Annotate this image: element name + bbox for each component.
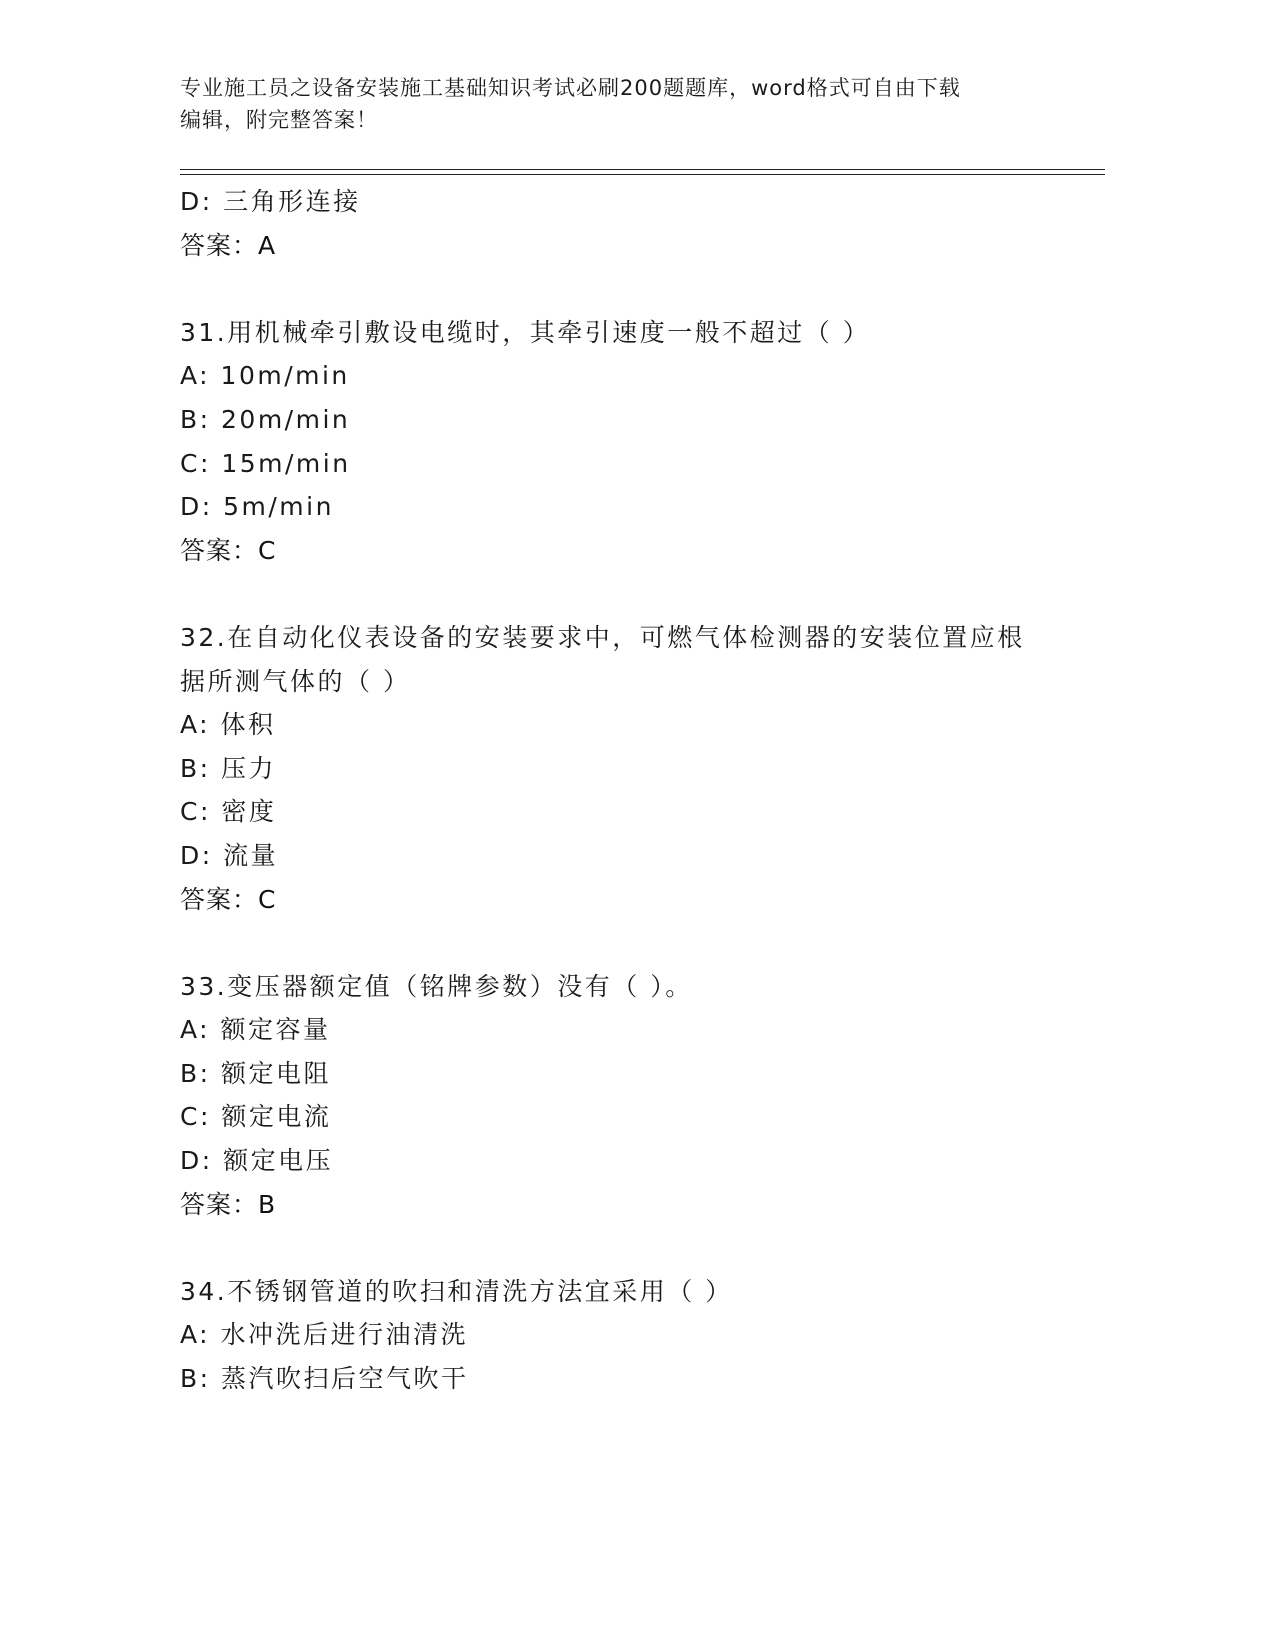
question-34-text: 34.不锈钢管道的吹扫和清洗方法宜采用（ ） xyxy=(180,1276,733,1306)
question-32-text-line-1: 32.在自动化仪表设备的安装要求中，可燃气体检测器的安装位置应根 xyxy=(180,622,1025,652)
prev-option-d: D: 三角形连接 xyxy=(180,187,361,216)
question-34 xyxy=(180,1270,1080,1401)
prev-answer: 答案：A xyxy=(180,230,277,260)
question-list xyxy=(180,180,1080,1401)
question-31-text: 31.用机械牵引敷设电缆时，其牵引速度一般不超过（ ） xyxy=(180,317,871,347)
question-33-option-b: B: 额定电阻 xyxy=(180,1058,332,1088)
question-31-option-a: A: 10m/min xyxy=(180,361,350,391)
header-divider-top xyxy=(180,169,1105,170)
question-33-answer: 答案：B xyxy=(180,1189,277,1219)
question-31-option-b: B: 20m/min xyxy=(180,404,351,434)
question-32 xyxy=(180,616,1080,921)
spacer xyxy=(180,921,1080,965)
question-32-answer: 答案：C xyxy=(180,884,277,914)
question-31-option-d: D: 5m/min xyxy=(180,492,334,522)
question-33-option-a: A: 额定容量 xyxy=(180,1015,331,1045)
question-34-option-b: B: 蒸汽吹扫后空气吹干 xyxy=(180,1364,469,1394)
question-33-option-d: D: 额定电压 xyxy=(180,1146,334,1176)
spacer xyxy=(180,572,1080,616)
header-title-line-2: 编辑，附完整答案！ xyxy=(180,108,378,132)
header-divider-bottom xyxy=(180,174,1105,175)
question-33 xyxy=(180,965,1080,1227)
question-31 xyxy=(180,311,1080,573)
question-32-option-c: C: 密度 xyxy=(180,797,277,827)
question-32-option-a: A: 体积 xyxy=(180,710,276,740)
question-34-option-a: A: 水冲洗后进行油清洗 xyxy=(180,1320,469,1350)
question-31-answer: 答案：C xyxy=(180,535,277,565)
question-33-text: 33.变压器额定值（铭牌参数）没有（ ）。 xyxy=(180,971,693,1001)
header-title-line-1: 专业施工员之设备安装施工基础知识考试必刷200题题库，word格式可自由下载 xyxy=(180,76,961,100)
question-31-option-c: C: 15m/min xyxy=(180,448,351,478)
question-33-option-c: C: 额定电流 xyxy=(180,1102,332,1132)
spacer xyxy=(180,1226,1080,1270)
question-32-option-b: B: 压力 xyxy=(180,753,277,783)
question-32-text-line-2: 据所测气体的（ ） xyxy=(180,666,411,696)
question-32-option-d: D: 流量 xyxy=(180,840,279,870)
spacer xyxy=(180,267,1080,311)
document-header xyxy=(180,72,1060,136)
